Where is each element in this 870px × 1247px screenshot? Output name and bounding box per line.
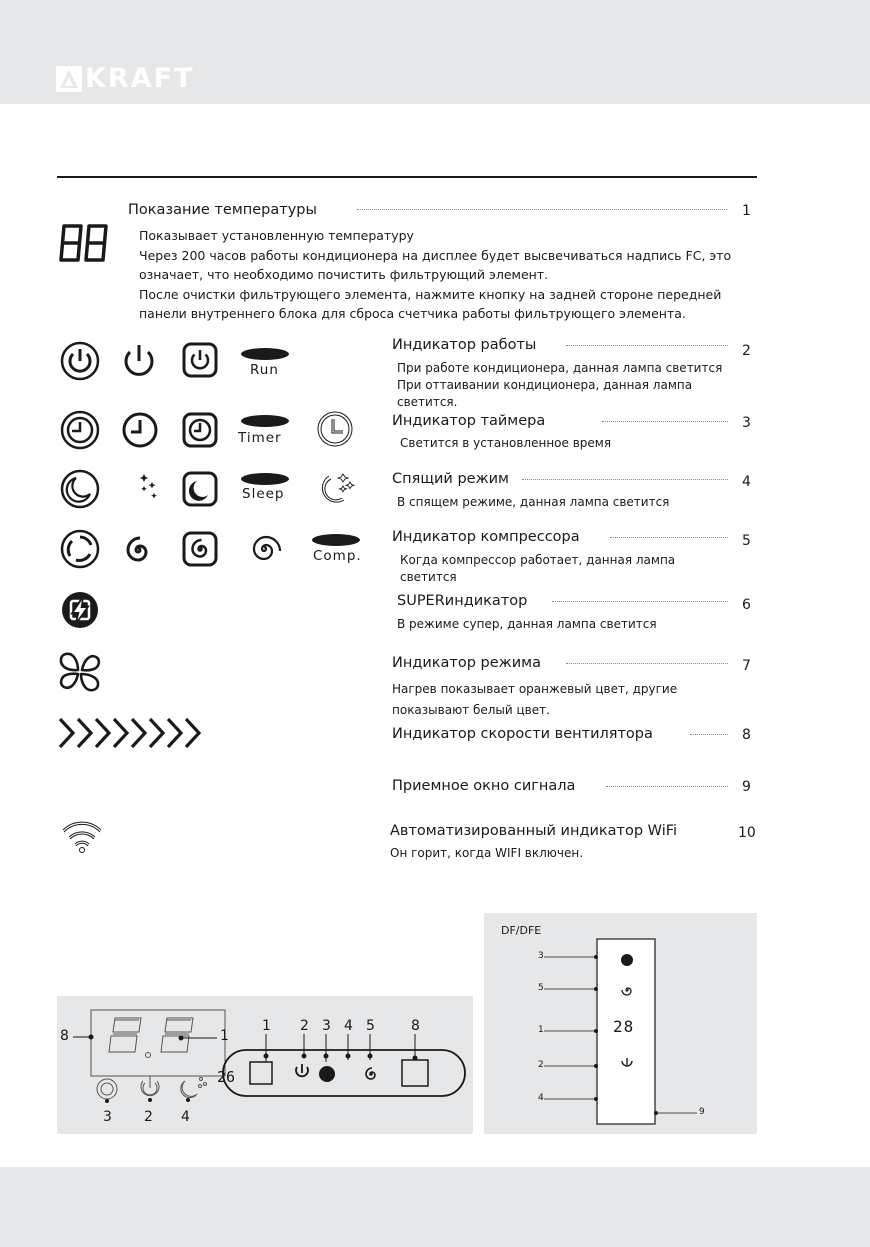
s4-title: Спящий режим: [392, 471, 509, 487]
s3-title: Индикатор таймера: [392, 413, 546, 429]
s7-leader: [566, 663, 728, 664]
left-label-2: 2: [144, 1109, 153, 1125]
timer-square-icon: [182, 412, 218, 448]
s1-number: 1: [742, 203, 751, 219]
left-label-3: 3: [103, 1109, 112, 1125]
brand-name: KRAFT: [85, 63, 195, 94]
s7-line: Нагрев показывает оранжевый цвет, другие: [392, 682, 678, 696]
center-label: 1: [262, 1018, 271, 1034]
timer-icon: [120, 410, 160, 450]
section-divider: [57, 176, 757, 178]
s10-description: Он горит, когда WIFI включен.: [390, 846, 584, 860]
indoor-display-diagram: [57, 996, 473, 1134]
s5-number: 5: [742, 533, 751, 549]
timer-label: Timer: [238, 430, 282, 446]
s4-description: В спящем режиме, данная лампа светится: [397, 495, 670, 509]
s5-title: Индикатор компрессора: [392, 529, 580, 545]
s1-line: После очистки фильтрующего элемента, нажмите кнопку на задней стороне передней: [139, 286, 722, 302]
s7-number: 7: [742, 658, 751, 674]
right-label: 5: [538, 983, 544, 993]
s8-title: Индикатор скорости вентилятора: [392, 726, 653, 742]
sleep-circle-icon: [60, 469, 100, 509]
s2-description: [397, 360, 742, 411]
s8-number: 8: [742, 727, 751, 743]
compressor-spiral-icon: [121, 533, 155, 567]
sleep-square-icon: [182, 471, 218, 507]
df-dfe-title: DF/DFE: [501, 924, 542, 937]
comp-pill-icon: [312, 534, 360, 546]
sleep-pill-icon: [241, 473, 289, 485]
right-label-9: 9: [699, 1107, 705, 1117]
s1-line: Показывает установленную температуру: [139, 228, 414, 243]
compressor-square-icon: [182, 531, 218, 567]
s5-line: Когда компрессор работает, данная лампа: [400, 553, 676, 567]
s2-line: При работе кондиционера, данная лампа светится: [397, 361, 723, 375]
footer-band: [0, 1167, 870, 1247]
compressor-circle-icon: [60, 529, 100, 569]
left-label-4: 4: [181, 1109, 190, 1125]
center-label: 4: [344, 1018, 353, 1034]
sleep-outline-icon: [316, 470, 356, 506]
s1-line: панели внутреннего блока для сброса счетчика работы фильтрующего элемента.: [139, 306, 686, 321]
s2-title: Индикатор работы: [392, 337, 537, 353]
s6-description: В режиме супер, данная лампа светится: [397, 617, 657, 631]
right-label: 3: [538, 951, 544, 961]
chevrons-icon: [57, 716, 205, 750]
sleep-moon-stars-icon: [119, 468, 161, 508]
s5-leader: [610, 537, 728, 538]
clock-outline-icon: [316, 410, 354, 448]
center-label: 5: [366, 1018, 375, 1034]
s1-line: означает, что необходимо почистить фильтрующий элемент.: [139, 267, 549, 282]
comp-label: Comp.: [313, 548, 362, 564]
right-label: 2: [538, 1060, 544, 1070]
s2-line: светится.: [397, 395, 458, 409]
power-square-icon: [182, 342, 218, 378]
s6-title: SUPERиндикатор: [397, 593, 528, 609]
s3-number: 3: [742, 415, 751, 431]
compressor-large-spiral-icon: [245, 530, 283, 568]
s6-leader: [552, 601, 728, 602]
s9-leader: [606, 786, 728, 787]
super-icon: [60, 590, 100, 630]
s7-line: показывают белый цвет.: [392, 703, 550, 717]
s5-description: [400, 552, 675, 586]
s2-line: При оттаивании кондиционера, данная лампа: [397, 378, 693, 392]
vertical-display-value: 28: [613, 1017, 635, 1036]
timer-pill-icon: [241, 415, 289, 427]
s10-title: Автоматизированный индикатор WiFi: [390, 823, 678, 839]
power-icon: [120, 341, 158, 381]
s5-line: светится: [400, 570, 457, 584]
left-label-8: 8: [60, 1028, 69, 1044]
s4-number: 4: [742, 474, 751, 490]
power-circle-icon: [60, 341, 100, 381]
center-label: 3: [322, 1018, 331, 1034]
s1-line: Через 200 часов работы кондиционера на дисплее будет высвечиваться надпись FC, это: [139, 247, 732, 263]
s10-number: 10: [738, 825, 756, 841]
center-label: 8: [411, 1018, 420, 1034]
s1-title: Показание температуры: [128, 202, 317, 218]
s8-leader: [690, 734, 728, 735]
brand-logo: [56, 63, 195, 94]
center-display-value: 26: [217, 1068, 236, 1086]
left-label-1: 1: [220, 1028, 229, 1044]
timer-circle-icon: [60, 410, 100, 450]
s9-title: Приемное окно сигнала: [392, 778, 576, 794]
s3-leader: [602, 421, 728, 422]
s7-title: Индикатор режима: [392, 655, 541, 671]
s2-number: 2: [742, 343, 751, 359]
s1-leader: [357, 209, 727, 210]
kraft-logo-icon: [56, 66, 82, 92]
run-label: Run: [250, 362, 279, 378]
sleep-label: Sleep: [242, 486, 285, 502]
s3-description: Светится в установленное время: [400, 436, 612, 450]
run-pill-icon: [241, 348, 289, 360]
s7-description: [392, 679, 677, 721]
right-label: 4: [538, 1093, 544, 1103]
s9-number: 9: [742, 779, 751, 795]
right-label: 1: [538, 1025, 544, 1035]
wifi-icon: [60, 816, 104, 854]
s2-leader: [566, 345, 728, 346]
s6-number: 6: [742, 597, 751, 613]
s1-description: [139, 226, 769, 324]
fan-icon: [57, 651, 103, 693]
s4-leader: [522, 479, 728, 480]
seven-segment-icon: [56, 222, 112, 264]
center-label: 2: [300, 1018, 309, 1034]
